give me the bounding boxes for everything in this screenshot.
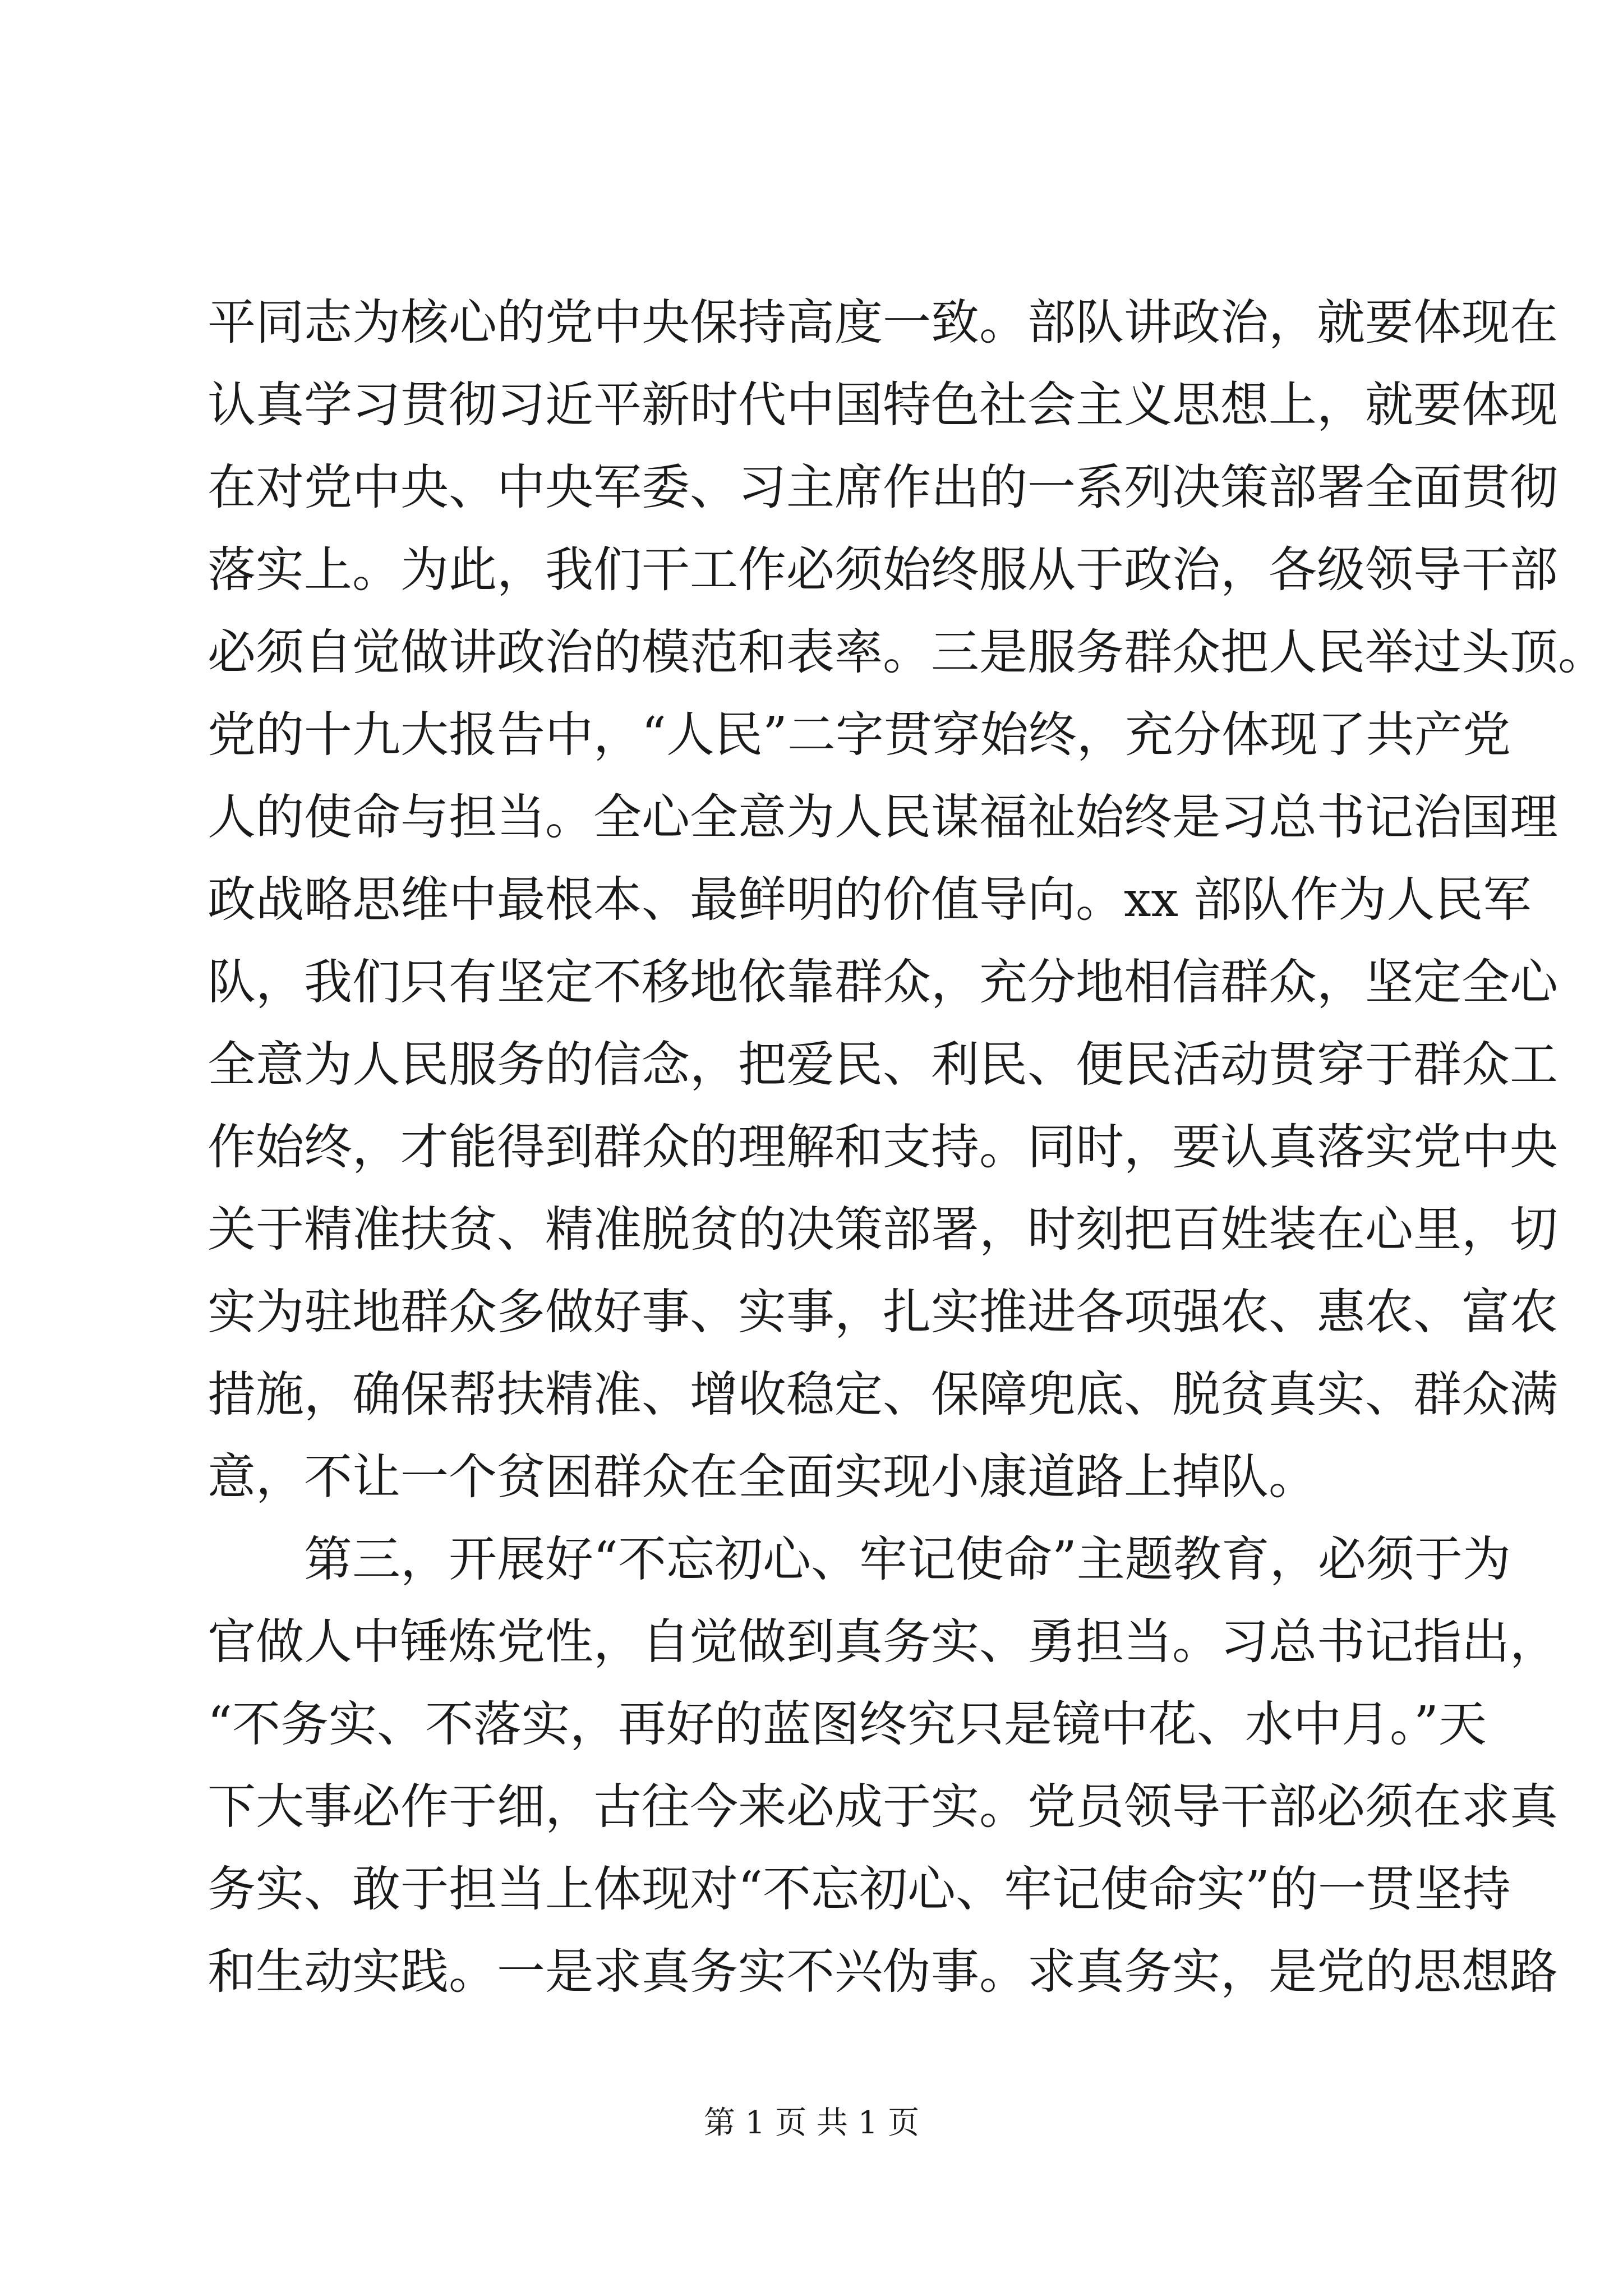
text-line: 在对党中央、中央军委、习主席作出的一系列决策部署全面贯彻 <box>208 459 1558 516</box>
body-text <box>208 282 1606 2013</box>
text-line: 党的十九大报告中，“人民”二字贯穿始终，充分体现了共产党 <box>208 707 1511 763</box>
text-line: 认真学习贯彻习近平新时代中国特色社会主义思想上，就要体现 <box>208 377 1558 433</box>
text-line: 关于精准扶贫、精准脱贫的决策部署，时刻把百姓装在心里，切 <box>208 1202 1558 1258</box>
text-line: 措施，确保帮扶精准、增收稳定、保障兜底、脱贫真实、群众满 <box>208 1366 1558 1423</box>
text-line: 和生动实践。一是求真务实不兴伪事。求真务实，是党的思想路 <box>208 1944 1558 2000</box>
text-line: “不务实、不落实，再好的蓝图终究只是镜中花、水中月。”天 <box>208 1696 1487 1752</box>
text-line: 官做人中锤炼党性，自觉做到真务实、勇担当。习总书记指出， <box>208 1614 1558 1670</box>
text-line: 平同志为核心的党中央保持高度一致。部队讲政治，就要体现在 <box>208 295 1558 351</box>
text-line: 队，我们只有坚定不移地依靠群众，充分地相信群众，坚定全心 <box>208 954 1558 1010</box>
text-line: 人的使命与担当。全心全意为人民谋福祉始终是习总书记治国理 <box>208 789 1558 845</box>
paragraph-end-line: 意，不让一个贫困群众在全面实现小康道路上掉队。 <box>208 1449 1317 1505</box>
text-line: 全意为人民服务的信念，把爱民、利民、便民活动贯穿于群众工 <box>208 1037 1558 1093</box>
text-line: 必须自觉做讲政治的模范和表率。三是服务群众把人民举过头顶。 <box>208 624 1606 680</box>
page-number-footer: 第 1 页 共 1 页 <box>703 2105 920 2141</box>
text-line: 下大事必作于细，古往今来必成于实。党员领导干部必须在求真 <box>208 1779 1558 1835</box>
text-line: 实为驻地群众多做好事、实事，扎实推进各项强农、惠农、富农 <box>208 1284 1558 1340</box>
paragraph-start-line: 第三，开展好“不忘初心、牢记使命”主题教育，必须于为 <box>304 1531 1511 1588</box>
text-line: 务实、敢于担当上体现对“不忘初心、牢记使命实”的一贯坚持 <box>208 1861 1511 1917</box>
text-line: 落实上。为此，我们干工作必须始终服从于政治，各级领导干部 <box>208 542 1558 598</box>
text-line: 政战略思维中最根本、最鲜明的价值导向。xx 部队作为人民军 <box>208 872 1532 928</box>
text-line: 作始终，才能得到群众的理解和支持。同时，要认真落实党中央 <box>208 1119 1558 1175</box>
